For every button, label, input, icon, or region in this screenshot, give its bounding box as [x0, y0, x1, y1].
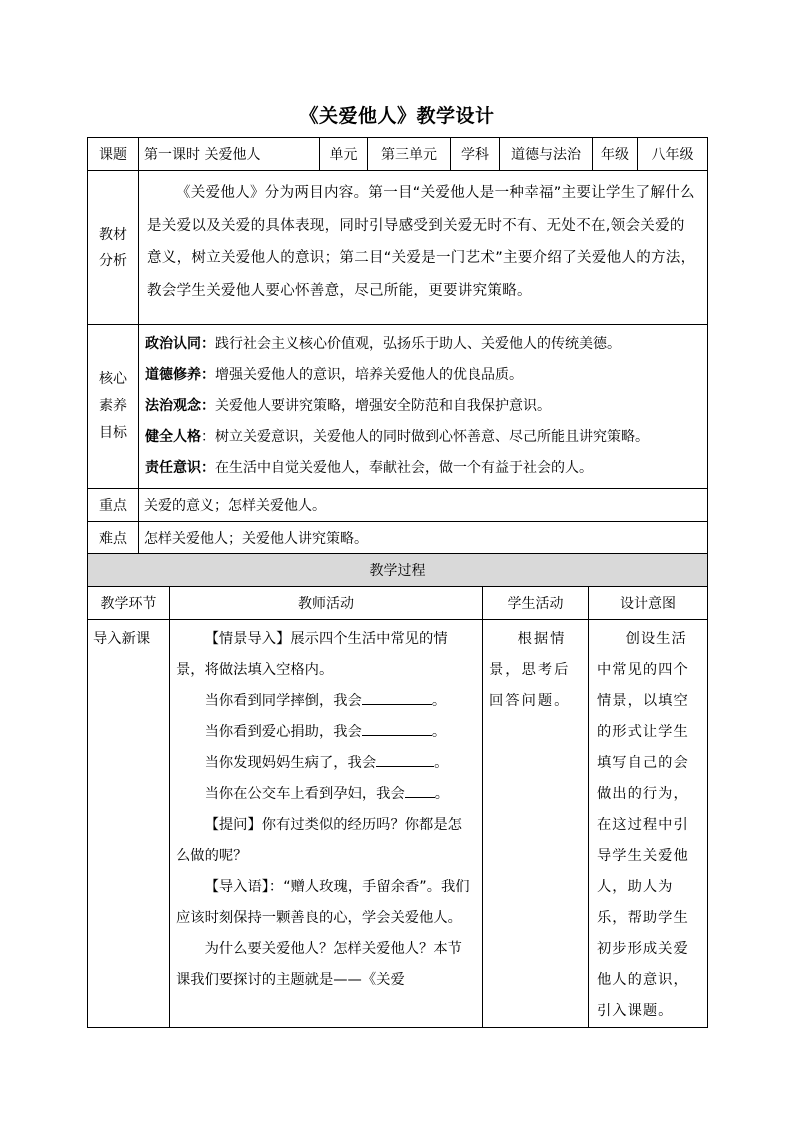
unit-value: 第三单元 — [368, 138, 451, 171]
stage-name: 导入新课 — [88, 620, 170, 1028]
fill-question: 当你看到爱心捐助，我会 。 — [176, 717, 476, 748]
process-header: 教学过程 — [88, 554, 708, 587]
fill-question: 当你发现妈妈生病了，我会 。 — [176, 748, 476, 779]
design-intent: 创设生活中常见的四个情景，以填空的形式让学生填写自己的会做出的行为，在这过程中引导学生关爱他人，助人为乐，帮助学生初步形成关爱他人的意识，引入课题。 — [589, 620, 708, 1028]
goal-item: 法治观念：关爱他人要讲究策略，增强安全防范和自我保护意识。 — [145, 398, 551, 414]
material-row — [88, 171, 708, 325]
unit-label: 单元 — [320, 138, 368, 171]
key-point-text: 关爱的意义；怎样关爱他人。 — [139, 489, 708, 522]
goals-row — [88, 325, 708, 489]
col-stage: 教学环节 — [88, 587, 170, 620]
teacher-paragraph: 【导入语】：“赠人玫瑰，手留余香”。我们应该时刻保持一颗善良的心，学会关爱他人。 — [176, 879, 470, 926]
process-row — [88, 620, 708, 1028]
difficulty-text: 怎样关爱他人；关爱他人讲究策略。 — [139, 522, 708, 555]
goal-item: 责任意识：在生活中自觉关爱他人，奉献社会，做一个有益于社会的人。 — [145, 460, 593, 476]
material-label: 教材分析 — [88, 171, 139, 325]
grade-value: 八年级 — [638, 138, 708, 171]
teacher-paragraph: 【情景导入】展示四个生活中常见的情景，将做法填入空格内。 — [176, 631, 448, 678]
subject-value: 道德与法治 — [500, 138, 593, 171]
material-text: 《关爱他人》分为两目内容。第一目“关爱他人是一种幸福”主要让学生了解什么是关爱以及关爱的具体表现，同时引导感受到关爱无时不有、无处不在,领会关爱的意义，树立关爱他人的意识；第二目“关爱是一门艺术”主要介绍了关爱他人的方法，教会学生关爱他人要心怀善意，尽己所能，更要讲究策略。 — [147, 185, 696, 299]
info-table — [87, 137, 708, 555]
student-activity: 根据情景，思考后回答问题。 — [483, 620, 589, 1028]
header-row — [88, 138, 708, 171]
goal-item: 政治认同：践行社会主义核心价值观，弘扬乐于助人、关爱他人的传统美德。 — [145, 336, 621, 352]
lesson-label: 课题 — [88, 138, 139, 171]
goals-list — [139, 325, 707, 484]
teacher-activity — [170, 620, 483, 1028]
page-title: 《关爱他人》教学设计 — [299, 105, 495, 127]
process-table — [87, 553, 708, 1028]
teacher-paragraph: 为什么要关爱他人？怎样关爱他人？本节课我们要探讨的主题就是——《关爱 — [176, 941, 462, 988]
fill-question: 当你看到同学摔倒，我会 。 — [176, 686, 476, 717]
lesson-value: 第一课时 关爱他人 — [139, 138, 320, 171]
col-intent: 设计意图 — [589, 587, 708, 620]
difficulty-label: 难点 — [88, 522, 139, 555]
fill-question: 当你在公交车上看到孕妇，我会 。 — [176, 779, 476, 810]
teacher-paragraph: 【提问】你有过类似的经历吗？你都是怎么做的呢？ — [176, 817, 462, 864]
goals-label: 核心素养目标 — [88, 325, 139, 489]
grade-label: 年级 — [593, 138, 638, 171]
goal-item: 健全人格：树立关爱意识，关爱他人的同时做到心怀善意、尽己所能且讲究策略。 — [145, 429, 649, 445]
key-point-row — [88, 489, 708, 522]
goal-item: 道德修养：增强关爱他人的意识，培养关爱他人的优良品质。 — [145, 367, 523, 383]
process-columns — [88, 587, 708, 620]
key-point-label: 重点 — [88, 489, 139, 522]
col-teacher: 教师活动 — [170, 587, 483, 620]
col-student: 学生活动 — [483, 587, 589, 620]
difficulty-row — [88, 522, 708, 555]
subject-label: 学科 — [451, 138, 500, 171]
